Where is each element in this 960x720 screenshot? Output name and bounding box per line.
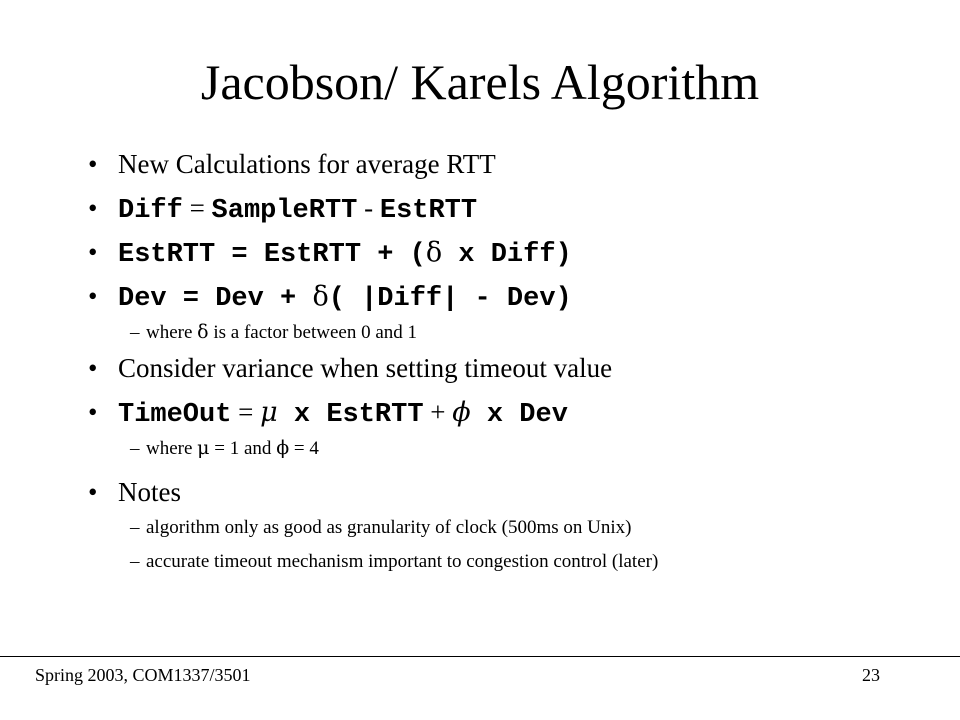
times-sign: x <box>470 400 520 430</box>
times-sign: x <box>277 400 327 430</box>
bullet-marker: • <box>88 281 98 311</box>
code-diff: Diff <box>118 196 183 226</box>
sub-text: accurate timeout mechanism important to congestion control (later) <box>146 551 659 572</box>
bullet-item-notes <box>88 476 181 508</box>
bullet-text: Notes <box>118 477 181 507</box>
formula-part: ( |Diff| - Dev) <box>328 284 572 314</box>
slide-title: Jacobson/ Karels Algorithm <box>200 54 760 110</box>
bullet-text: Consider variance when setting timeout value <box>118 353 613 383</box>
dash-marker: – <box>130 438 140 459</box>
code-estrtt: EstRTT <box>326 400 424 430</box>
equals-sign: = <box>182 193 212 223</box>
sub-item-timeout-mechanism <box>88 550 658 574</box>
formula-part: Dev = Dev + <box>118 284 313 314</box>
bullet-marker: • <box>88 237 98 267</box>
sub-item-delta-factor <box>88 320 417 345</box>
bullet-item-timeout-formula <box>88 396 568 431</box>
footer-divider <box>0 656 960 657</box>
dash-marker: – <box>130 551 140 572</box>
equals-sign: = <box>231 397 261 427</box>
code-estrtt: EstRTT <box>379 196 478 226</box>
bullet-item-dev-formula <box>88 280 572 315</box>
sub-item-granularity <box>88 516 631 540</box>
bullet-marker: • <box>88 477 98 507</box>
code-dev: Dev <box>519 400 568 430</box>
delta-symbol: δ <box>197 321 209 343</box>
formula-part: EstRTT = EstRTT + ( <box>118 240 426 270</box>
bullet-item-diff-formula <box>88 192 477 227</box>
sub-text: is a factor between 0 and 1 <box>208 322 418 343</box>
sub-text: where <box>146 438 198 459</box>
sub-text: = 4 <box>289 438 319 459</box>
dash-marker: – <box>130 322 140 343</box>
sub-text: algorithm only as good as granularity of clock (500ms on Unix) <box>146 517 632 538</box>
bullet-marker: • <box>88 353 98 383</box>
delta-symbol: δ <box>312 281 329 312</box>
formula-part: x Diff) <box>442 240 572 270</box>
phi-symbol: ϕ <box>276 437 290 459</box>
sub-item-mu-phi-values <box>88 436 319 461</box>
plus-sign: + <box>423 397 453 427</box>
sub-text: where <box>146 322 198 343</box>
footer-course-label: Spring 2003, COM1337/3501 <box>35 665 251 685</box>
code-samplertt: SampleRTT <box>211 196 358 226</box>
minus-sign: - <box>357 193 380 223</box>
bullet-item-estrtt-formula <box>88 236 572 271</box>
bullet-marker: • <box>88 397 98 427</box>
code-timeout: TimeOut <box>118 400 232 430</box>
slide-number: 23 <box>862 665 880 685</box>
bullet-item-average-rtt <box>88 148 496 180</box>
bullet-item-variance <box>88 352 612 384</box>
mu-symbol: μ <box>260 397 278 428</box>
mu-symbol: μ <box>197 437 210 459</box>
delta-symbol: δ <box>425 237 443 268</box>
bullet-marker: • <box>88 149 98 179</box>
dash-marker: – <box>130 517 140 538</box>
bullet-text: New Calculations for average RTT <box>118 149 496 179</box>
sub-text: = 1 and <box>209 438 277 459</box>
phi-symbol: ϕ <box>452 397 471 428</box>
bullet-marker: • <box>88 193 98 223</box>
